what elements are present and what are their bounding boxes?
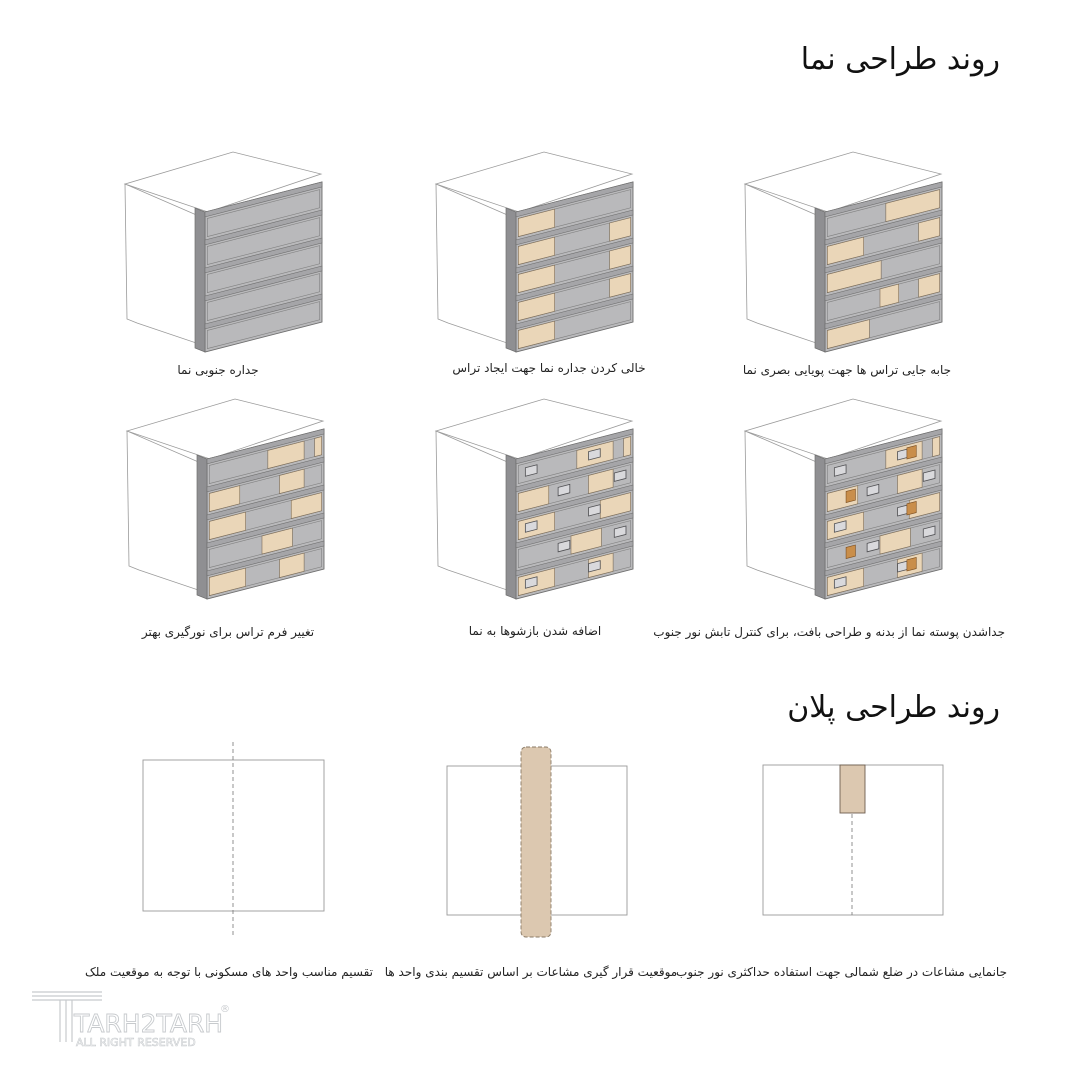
facade-step-3-model [745, 152, 942, 352]
terrace-opening [624, 437, 631, 457]
lattice-screen [907, 557, 916, 571]
plan-3-common-core [840, 765, 865, 813]
lattice-screen [907, 445, 916, 459]
plan-step-1-caption: تقسیم مناسب واحد های مسکونی با توجه به موقعیت ملک [85, 965, 373, 979]
facade-step-6-model [745, 399, 942, 599]
plan-step-2-caption: موقعیت قرار گیری مشاعات بر اساس تقسیم بندی واحد ها [384, 965, 678, 979]
facade-step-5-caption: اضافه شدن بازشوها به نما [468, 624, 602, 638]
plan-process-title: روند طراحی پلان [787, 690, 1000, 725]
tarh2tarh-logo [30, 986, 240, 1050]
facade-edge [815, 455, 825, 599]
facade-step-1-caption: جداره جنوبی نما [177, 363, 259, 377]
facade-edge [815, 208, 825, 352]
logo-rights-text: ALL RIGHT RESERVED [76, 1036, 196, 1049]
terrace-opening [933, 437, 940, 457]
facade-edge [506, 455, 516, 599]
lattice-screen [846, 489, 855, 503]
facade-step-2-caption: خالی کردن جداره نما جهت ایجاد تراس [452, 361, 646, 375]
terrace-opening [315, 437, 322, 457]
facade-edge [197, 455, 207, 599]
facade-step-6-caption: جداشدن پوسته نما از بدنه و طراحی بافت، برای کنترل تابش نور جنوب [653, 625, 1005, 639]
facade-step-4-caption: تغییر فرم تراس برای نورگیری بهتر [141, 625, 315, 639]
facade-step-2-model [436, 152, 633, 352]
facade-edge [506, 208, 516, 352]
facade-step-1-model [125, 152, 322, 352]
logo-registered-mark: ® [220, 1004, 230, 1015]
logo-lines-icon [32, 992, 102, 1000]
lattice-screen [907, 501, 916, 515]
plan-2-common-core [521, 747, 551, 937]
facade-step-4-model [127, 399, 324, 599]
facade-step-5-model [436, 399, 633, 599]
facade-edge [195, 208, 205, 352]
lattice-screen [846, 545, 855, 559]
facade-step-3-caption: جابه جایی تراس ها جهت پویایی بصری نما [742, 363, 952, 377]
facade-process-title: روند طراحی نما [800, 42, 1000, 77]
plan-step-3-caption: جانمایی مشاعات در ضلع شمالی جهت استفاده حداکثری نور جنوب [676, 965, 1007, 979]
logo-brand-text: TARH2TARH [74, 1009, 224, 1038]
plan-1-site [143, 760, 324, 911]
